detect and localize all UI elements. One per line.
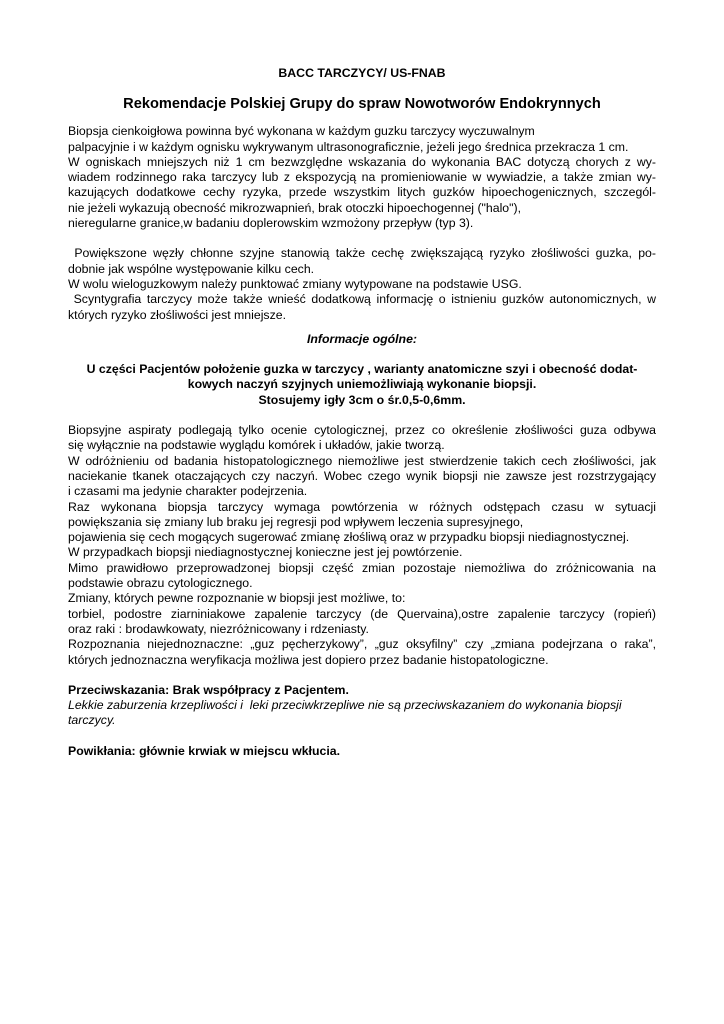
body-line: się wyłącznie na podstawie wyglądu komórek i układów, jakie tworzą. [68, 438, 445, 453]
contraindications-note-line: Lekkie zaburzenia krzepliwości i leki przeciwkrzepliwe nie są przeciwskazaniem do wykonania biopsji [68, 698, 622, 713]
nodes-paragraph [68, 246, 656, 322]
needle-spec: Stosujemy igły 3cm o śr.0,5-0,6mm. [258, 392, 466, 407]
document-page [68, 66, 656, 759]
body-paragraph [68, 423, 656, 668]
intro-paragraph [68, 124, 656, 231]
intro-line: nie jeżeli wykazują obecność mikrozwapnień, brak otoczki hipoechogennej ("halo"), [68, 200, 522, 215]
body-line: pojawienia się cech mogących sugerować zmianę złośliwą oraz w przypadku biopsji niediagnostycznej. [68, 530, 630, 545]
general-note-line: kowych naczyń szyjnych uniemożliwiają wykonanie biopsji. [187, 377, 537, 392]
complications-text: Powikłania: głównie krwiak w miejscu wkłucia. [68, 743, 340, 758]
contraindications-note-line: tarczycy. [68, 713, 116, 728]
body-line: Rozpoznania niejednoznaczne: „guz pęcherzykowy”, „guz oksyfilny” czy „zmiana podejrzana o raka”, [68, 637, 656, 652]
body-line: W odróżnieniu od badania histopatologicznego niemożliwe jest stwierdzenie takich cech złośliwości, jak [68, 453, 656, 468]
body-line: powiększania się zmiany lub braku jej regresji pod wpływem leczenia supresyjnego, [68, 514, 524, 529]
document-subtitle: Rekomendacje Polskiej Grupy do spraw Nowotworów Endokrynnych [123, 96, 601, 113]
contraindications-note [68, 698, 656, 729]
body-line: których jednoznaczna weryfikacja możliwa jest dopiero przez badanie histopatologiczne. [68, 652, 549, 667]
body-line: oraz raki : brodawkowaty, niezróżnicowany i rdzeniasty. [68, 621, 369, 636]
general-note-line: U części Pacjentów położenie guzka w tarczycy , warianty anatomiczne szyi i obecność dodat- [86, 362, 638, 377]
general-note [68, 362, 656, 408]
contraindications-heading: Przeciwskazania: Brak współpracy z Pacjentem. [68, 682, 349, 697]
body-line: Raz wykonana biopsja tarczycy wymaga powtórzenia w różnych odstępach czasu w sytuacji [68, 499, 656, 514]
general-heading: Informacje ogólne: [307, 331, 417, 346]
body-line: i czasami ma jedynie charakter podejrzenia. [68, 484, 308, 499]
intro-line: palpacyjnie i w każdym ognisku wykrywanym ultrasonograficznie, jeżeli jego średnica przekracza 1 cm. [68, 139, 629, 154]
nodes-line: Powiększone węzły chłonne szyjne stanowią także cechę zwiększającą ryzyko złośliwości guzka, po- [68, 246, 656, 261]
nodes-line: W wolu wieloguzkowym należy punktować zmiany wytypowane na podstawie USG. [68, 276, 522, 291]
nodes-line: dobnie jak wspólne występowanie kilku cech. [68, 261, 315, 276]
body-line: podstawie obrazu cytologicznego. [68, 576, 253, 591]
intro-line: W ogniskach mniejszych niż 1 cm bezwzględne wskazania do wykonania BAC dotyczą chorych z wy- [68, 154, 656, 169]
body-line: naciekanie tkanek otaczających czy naczyń. Wobec czego wynik biopsji nie zawsze jest rozstrzygający [68, 468, 656, 483]
body-line: W przypadkach biopsji niediagnostycznej konieczne jest jej powtórzenie. [68, 545, 463, 560]
body-line: Mimo prawidłowo przeprowadzonej biopsji część zmian pozostaje niemożliwa do zróżnicowania na [68, 560, 656, 575]
nodes-line: Scyntygrafia tarczycy może także wnieść dodatkową informację o istnieniu guzków autonomicznych, w [68, 292, 656, 307]
intro-line: wiadem rodzinnego raka tarczycy lub z ekspozycją na promieniowanie w wywiadzie, a także zmian wy- [68, 170, 656, 185]
nodes-line: których ryzyko złośliwości jest mniejsze. [68, 307, 286, 322]
document-title: BACC TARCZYCY/ US-FNAB [278, 66, 446, 80]
body-line: torbiel, podostre ziarniniakowe zapalenie tarczycy (de Quervaina),ostre zapalenie tarczycy (ropień) [68, 606, 656, 621]
body-line: Biopsyjne aspiraty podlegają tylko ocenie cytologicznej, przez co określenie złośliwości guza odbywa [68, 423, 656, 438]
intro-line: nieregularne granice,w badaniu doplerowskim wzmożony przepływ (typ 3). [68, 216, 474, 231]
body-line: Zmiany, których pewne rozpoznanie w biopsji jest możliwe, to: [68, 591, 406, 606]
intro-line: Biopsja cienkoigłowa powinna być wykonana w każdym guzku tarczycy wyczuwalnym [68, 124, 535, 139]
intro-line: kazujących dodatkowe cechy ryzyka, przede wszystkim litych guzków hipoechogenicznych, szczegól- [68, 185, 656, 200]
